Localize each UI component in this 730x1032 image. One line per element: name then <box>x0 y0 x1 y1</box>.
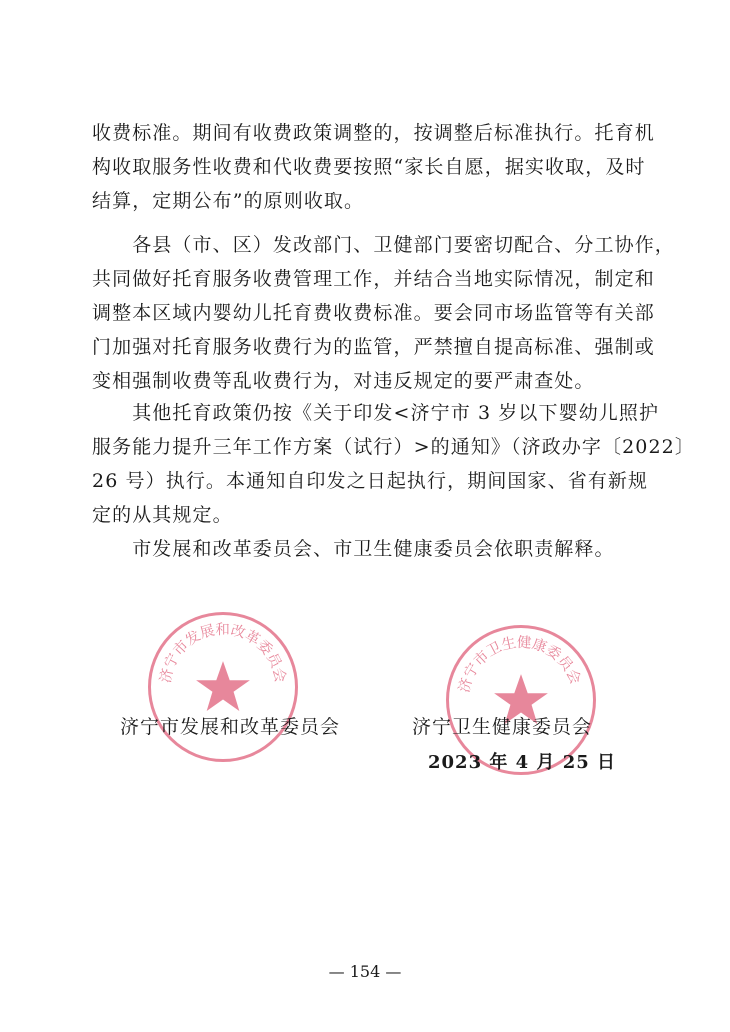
text-line: 市发展和改革委员会、市卫生健康委员会依职责解释。 <box>92 538 615 560</box>
text-line: 收费标准。期间有收费政策调整的，按调整后标准执行。托育机 <box>92 122 655 144</box>
text-line: 门加强对托育服务收费行为的监管，严禁擅自提高标准、强制或 <box>92 336 655 358</box>
page-number: — 154 — <box>328 962 402 981</box>
text-line: 其他托育政策仍按《关于印发<济宁市 3 岁以下婴幼儿照护 <box>92 402 660 424</box>
text-line: 各县（市、区）发改部门、卫健部门要密切配合、分工协作， <box>92 234 675 256</box>
text-line: 定的从其规定。 <box>92 504 233 526</box>
signature-left: 济宁市发展和改革委员会 <box>120 716 341 738</box>
paragraph-other-policies <box>92 396 695 532</box>
seal-left-text: 济宁市发展和改革委员会 <box>158 622 288 685</box>
text-line: 变相强制收费等乱收费行为，对违反规定的要严肃查处。 <box>92 370 595 392</box>
paragraph-fee-standard <box>92 116 655 218</box>
text-line: 共同做好托育服务收费管理工作，并结合当地实际情况，制定和 <box>92 268 655 290</box>
text-line: 26 号）执行。本通知自印发之日起执行，期间国家、省有新规 <box>92 470 649 492</box>
text-line: 结算，定期公布”的原则收取。 <box>92 190 365 212</box>
official-seal-left <box>148 612 298 762</box>
text-line: 构收取服务性收费和代收费要按照“家长自愿，据实收取，及时 <box>92 156 646 178</box>
seal-right-text: 济宁市卫生健康委员会 <box>456 634 584 695</box>
text-line: 调整本区域内婴幼儿托育费收费标准。要会同市场监管等有关部 <box>92 302 655 324</box>
text-line: 服务能力提升三年工作方案（试行）>的通知》（济政办字〔2022〕 <box>92 436 695 458</box>
paragraph-department-cooperation <box>92 228 675 398</box>
signature-right: 济宁卫生健康委员会 <box>412 716 593 738</box>
paragraph-interpretation <box>92 532 644 566</box>
star-icon <box>196 661 250 711</box>
issue-date: 2023 年 4 月 25 日 <box>428 752 617 773</box>
